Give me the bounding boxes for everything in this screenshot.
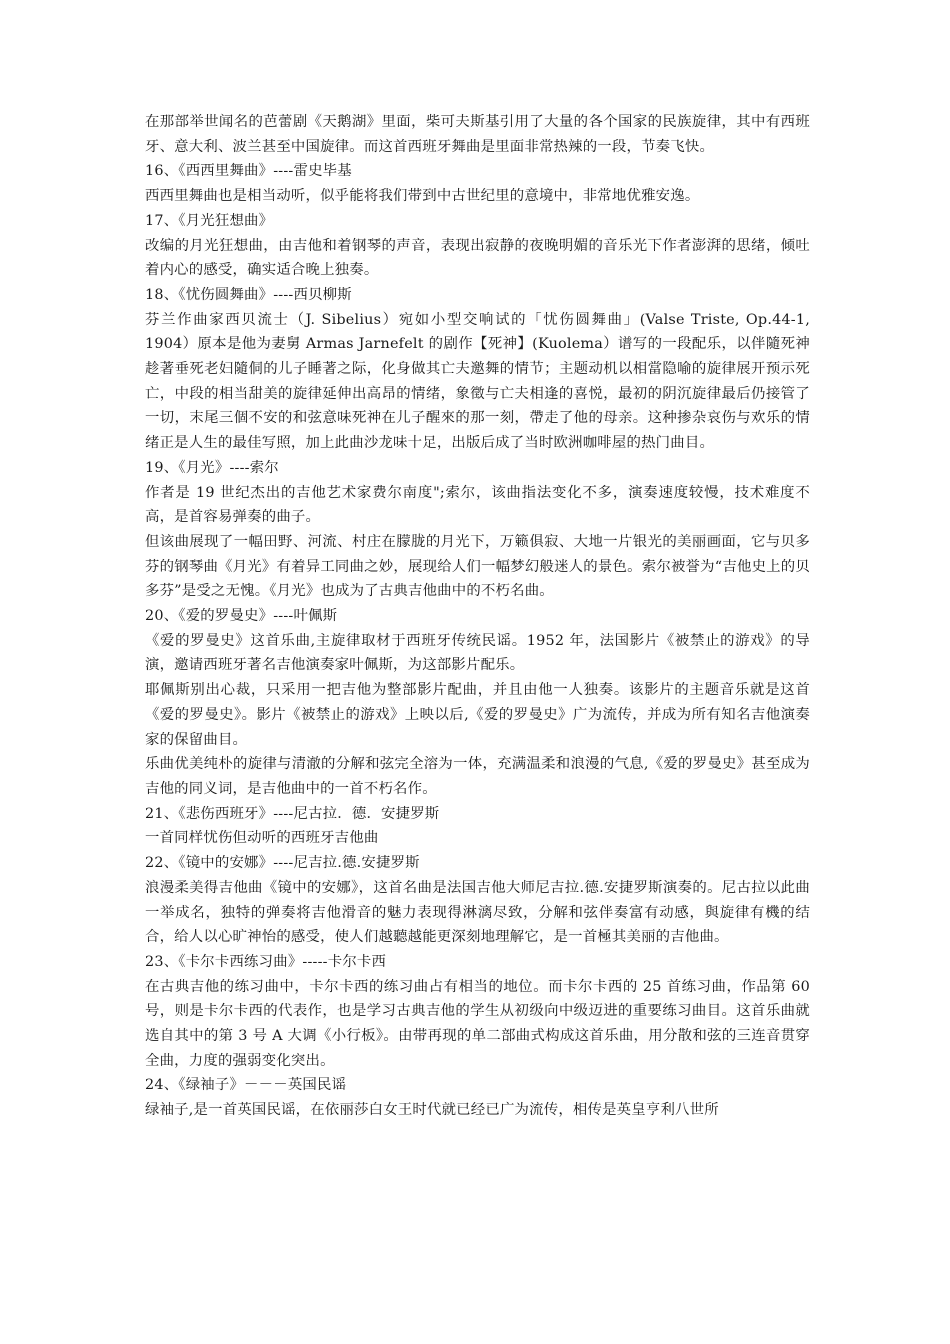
heading-16-siciliana: 16、《西西里舞曲》----雷史毕基: [145, 163, 352, 180]
paragraph-carcassi-etude: 在古典吉他的练习曲中，卡尔卡西的练习曲占有相当的地位。而卡尔卡西的 25 首练习曲，作品第 60 号，则是卡尔卡西的代表作，也是学习古典吉他的学生从初级向中级迈进的重要练习曲目。这首乐曲就选自其中的第 3 号 A 大调《小行板》。由带再现的单二部曲式构成这首乐曲，用分散和弦的三连音贯穿全曲，力度的强弱变化突出。: [145, 978, 810, 1069]
paragraph-valse-triste: 芬兰作曲家西贝流士（J. Sibelius）宛如小型交响试的「忧伤圆舞曲」(Valse Triste, Op.44-1, 1904）原本是他为妻舅 Armas Jarnefelt 的剧作【死神】(Kuolema）谱写的一段配乐，以伴隨死神趁著垂死老妇隨侗的儿子睡著之际，化身做其亡夫邀舞的情节；主题动机以相當隐喻的旋律展开预示死亡，中段的相当甜美的旋律延伸出高昂的情绪，象徵与亡夫相逢的喜悦，最初的阴沉旋律最后仍接管了一切，末尾三個不安的和弦意味死神在儿子醒來的那一刻，帶走了他的母亲。这种掺杂哀伤与欢乐的情绪正是人生的最佳写照，加上此曲沙龙味十足，出版后成了当时欧洲咖啡屋的热门曲目。: [145, 311, 810, 452]
heading-18-valse-triste: 18、《忧伤圆舞曲》----西贝柳斯: [145, 286, 352, 303]
paragraph-moonlight-rhapsody: 改编的月光狂想曲，由吉他和着钢琴的声音，表现出寂静的夜晚明媚的音乐光下作者澎湃的思绪，倾吐着内心的感受，确实适合晚上独奏。: [145, 237, 810, 279]
document-page: [145, 110, 810, 1123]
paragraph-swan-lake-intro: 在那部举世闻名的芭蕾剧《天鹅湖》里面，柴可夫斯基引用了大量的各个国家的民族旋律，其中有西班牙、意大利、波兰甚至中国旋律。而这首西班牙舞曲是里面非常热辣的一段，节奏飞快。: [145, 114, 810, 155]
paragraph-romance-3: 乐曲优美纯朴的旋律与清澈的分解和弦完全溶为一体，充满温柔和浪漫的气息,《爱的罗曼史》甚至成为吉他的同义词，是吉他曲中的一首不朽名作。: [145, 756, 810, 797]
heading-20-romance: 20、《爱的罗曼史》----叶佩斯: [145, 608, 338, 625]
heading-17-moonlight-rhapsody: 17、《月光狂想曲》: [145, 212, 274, 229]
heading-23-carcassi-etude: 23、《卡尔卡西练习曲》-----卡尔卡西: [145, 953, 387, 970]
heading-21-sad-spain: 21、《悲伤西班牙》----尼古拉．德．安捷罗斯: [145, 805, 440, 822]
heading-22-anna-in-mirror: 22、《镜中的安娜》----尼吉拉.德.安捷罗斯: [145, 855, 420, 872]
heading-19-moonlight-sor: 19、《月光》----索尔: [145, 459, 279, 476]
paragraph-siciliana: 西西里舞曲也是相当动听，似乎能将我们带到中古世纪里的意境中，非常地优雅安逸。: [145, 188, 700, 205]
heading-24-greensleeves: 24、《绿袖子》－－－英国民谣: [145, 1077, 347, 1094]
paragraph-romance-1: 《爱的罗曼史》这首乐曲,主旋律取材于西班牙传统民谣。1952 年，法国影片《被禁止的游戏》的导演，邀请西班牙著名吉他演奏家叶佩斯，为这部影片配乐。: [145, 632, 810, 674]
paragraph-moonlight-sor-1: 作者是 19 世纪杰出的吉他艺术家费尔南度";索尔，该曲指法变化不多，演奏速度较慢，技术难度不高，是首容易弹奏的曲子。: [145, 484, 810, 526]
paragraph-greensleeves: 绿袖子,是一首英国民谣，在依丽莎白女王时代就已经已广为流传，相传是英皇亨利八世所: [145, 1102, 719, 1119]
paragraph-sad-spain: 一首同样忧伤但动听的西班牙吉他曲: [145, 830, 379, 847]
paragraph-romance-2: 耶佩斯别出心裁，只采用一把吉他为整部影片配曲，并且由他一人独奏。该影片的主题音乐就是这首《爱的罗曼史》。影片《被禁止的游戏》上映以后,《爱的罗曼史》广为流传，并成为所有知名吉他演奏家的保留曲目。: [145, 682, 810, 748]
paragraph-anna-in-mirror: 浪漫柔美得吉他曲《镜中的安娜》，这首名曲是法国吉他大师尼吉拉.德.安捷罗斯演奏的。尼古拉以此曲一举成名，独特的弹奏将吉他滑音的魅力表现得淋漓尽致，分解和弦伴奏富有动感，與旋律有機的结合，给人以心旷神怡的感受，使人们越聽越能更深刻地理解它，是一首極其美丽的吉他曲。: [145, 879, 810, 946]
paragraph-moonlight-sor-2: 但该曲展现了一幅田野、河流、村庄在朦胧的月光下，万籁俱寂、大地一片银光的美丽画面，它与贝多芬的钢琴曲《月光》有着异工同曲之妙，展现给人们一幅梦幻般迷人的景色。索尔被誉为“吉他史上的贝多芬”是受之无愧。《月光》也成为了古典吉他曲中的不朽名曲。: [145, 533, 810, 600]
